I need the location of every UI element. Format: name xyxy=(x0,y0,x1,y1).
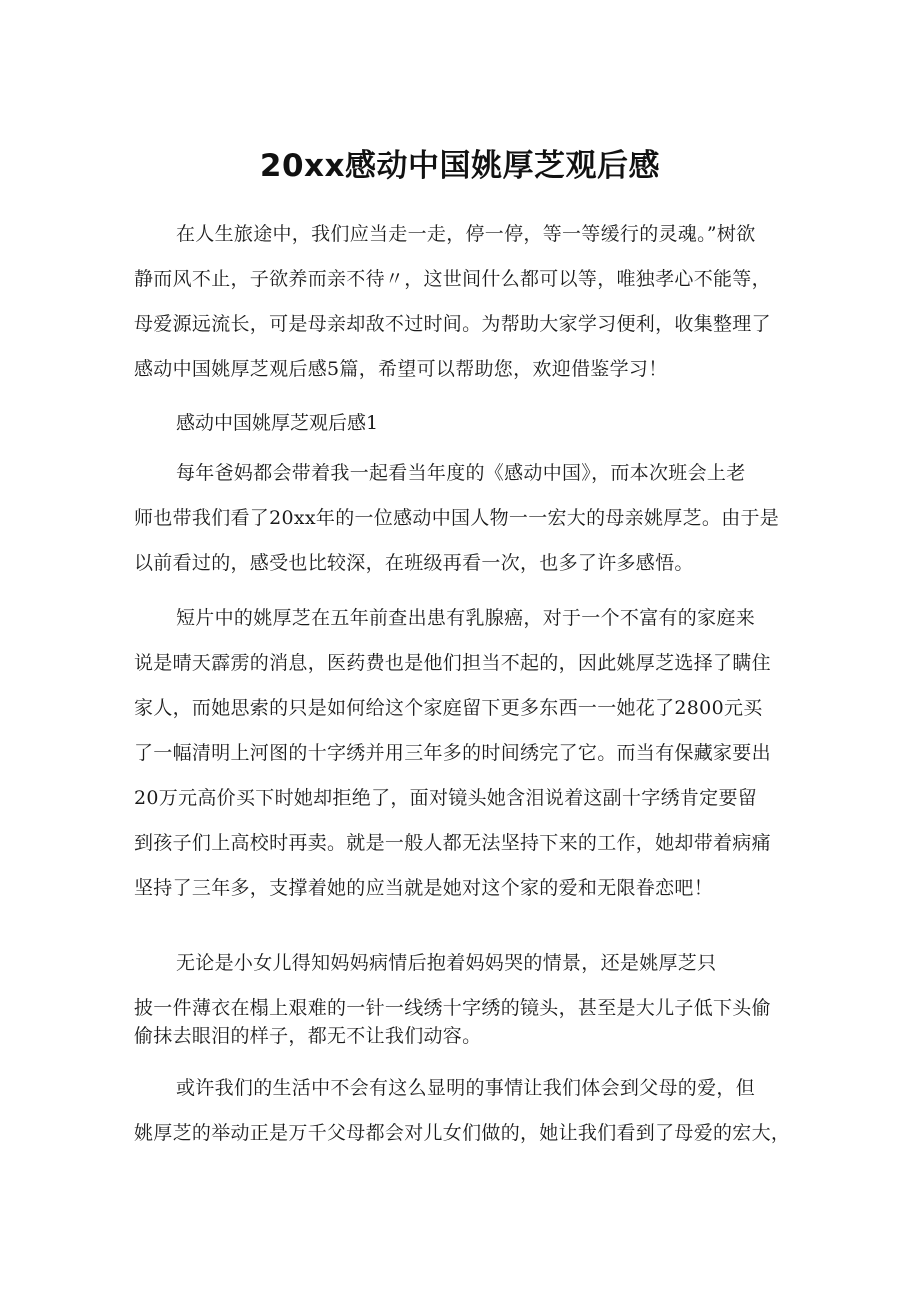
intro-paragraph xyxy=(134,212,794,392)
para2-line-1: 短片中的姚厚芝在五年前查出患有乳腺癌，对于一个不富有的家庭来 xyxy=(176,607,756,629)
para1-line-1: 每年爸妈都会带着我一起看当年度的《感动中国》，而本次班会上老 xyxy=(176,462,746,484)
para3-line-3: 偷抹去眼泪的样子，都无不让我们动容。 xyxy=(134,1025,482,1047)
para2-line-7: 坚持了三年多，支撑着她的应当就是她对这个家的爱和无限眷恋吧！ xyxy=(134,877,714,899)
para3-line-1: 无论是小女儿得知妈妈病情后抱着妈妈哭的情景，还是姚厚芝只 xyxy=(176,952,717,974)
para2-line-6: 到孩子们上高校时再卖。就是一般人都无法坚持下来的工作，她却带着病痛 xyxy=(134,832,771,854)
intro-line-2: 静而风不止，子欲养而亲不待〃，这世间什么都可以等，唯独孝心不能等， xyxy=(134,268,771,290)
para2-line-2: 说是晴天霹雳的消息，医药费也是他们担当不起的，因此姚厚芝选择了瞒住 xyxy=(134,652,771,674)
para2-line-3: 家人，而她思索的只是如何给这个家庭留下更多东西一一她花了2800元买 xyxy=(134,697,763,719)
document-title: 20xx感动中国姚厚芝观后感 xyxy=(259,148,661,184)
intro-line-1: 在人生旅途中，我们应当走一走，停一停，等一等缓行的灵魂。”树欲 xyxy=(176,223,756,245)
paragraph-1 xyxy=(134,451,794,586)
paragraph-2 xyxy=(134,596,794,911)
paragraph-3 xyxy=(134,942,794,1050)
paragraph-4 xyxy=(134,1066,794,1156)
para4-line-1: 或许我们的生活中不会有这么显明的事情让我们体会到父母的爱，但 xyxy=(176,1077,756,1099)
section-heading: 感动中国姚厚芝观后感1 xyxy=(176,412,379,434)
intro-line-4: 感动中国姚厚芝观后感5篇，希望可以帮助您，欢迎借鉴学习！ xyxy=(134,358,668,380)
para3-line-2: 披一件薄衣在榻上艰难的一针一线绣十字绣的镜头，甚至是大儿子低下头偷 xyxy=(134,997,771,1019)
para1-line-2: 师也带我们看了20xx年的一位感动中国人物一一宏大的母亲姚厚芝。由于是 xyxy=(134,507,780,529)
para4-line-2: 姚厚芝的举动正是万千父母都会对儿女们做的，她让我们看到了母爱的宏大， xyxy=(134,1122,791,1144)
para1-line-3: 以前看过的，感受也比较深，在班级再看一次，也多了许多感悟。 xyxy=(134,552,694,574)
intro-line-3: 母爱源远流长，可是母亲却敌不过时间。为帮助大家学习便利，收集整理了 xyxy=(134,313,771,335)
para2-line-4: 了一幅清明上河图的十字绣并用三年多的时间绣完了它。而当有保藏家要出 xyxy=(134,742,771,764)
para2-line-5: 20万元高价买下时她却拒绝了，面对镜头她含泪说着这副十字绣肯定要留 xyxy=(134,787,758,809)
